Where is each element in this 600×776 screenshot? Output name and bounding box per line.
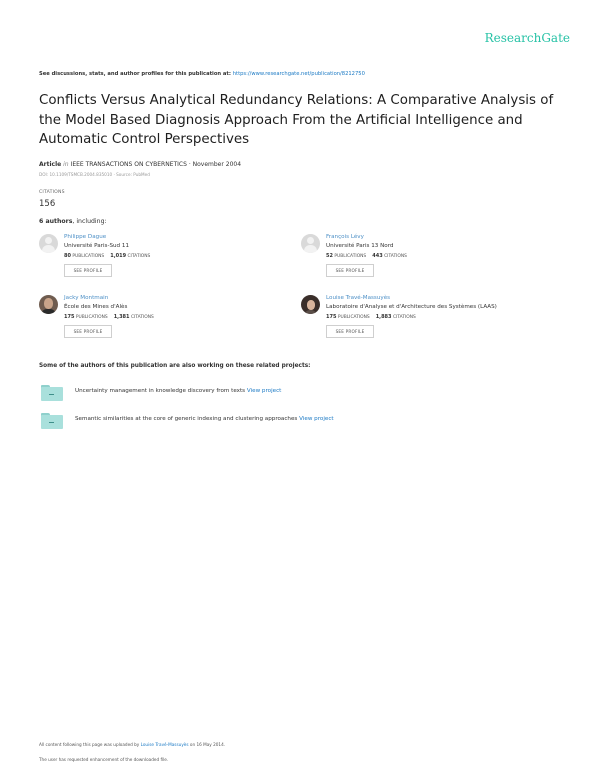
- citations-label: CITATIONS: [130, 315, 154, 320]
- view-project-link[interactable]: View project: [299, 416, 334, 422]
- author-name[interactable]: Jacky Montmain: [64, 295, 109, 301]
- see-profile-button[interactable]: SEE PROFILE: [326, 264, 374, 277]
- article-meta: [39, 161, 241, 168]
- avatar[interactable]: [301, 295, 320, 314]
- in-label: in: [63, 161, 69, 168]
- journal-name[interactable]: IEEE TRANSACTIONS ON CYBERNETICS: [70, 161, 187, 168]
- related-projects-heading: Some of the authors of this publication are also working on these related projects:: [39, 363, 311, 369]
- avatar[interactable]: [39, 295, 58, 314]
- publications-label: PUBLICATIONS: [334, 254, 367, 259]
- citations-count: 443: [372, 253, 383, 259]
- citations-count: 1,381: [113, 314, 130, 320]
- doi-source: DOI: 10.1109/TSMCB.2004.835010 · Source: PubMed: [39, 172, 150, 177]
- upload-suffix: on 16 May 2014.: [188, 742, 226, 747]
- discussions-note: [39, 71, 365, 77]
- author-card: [39, 295, 279, 350]
- author-stats: [64, 253, 150, 259]
- author-affiliation: Laboratoire d'Analyse et d'Architecture des Systèmes (LAAS): [326, 304, 497, 310]
- paper-title: Conflicts Versus Analytical Redundancy Relations: A Comparative Analysis of the Model Based Diagnosis Approach From the Artificial Intelligence and Automatic Control Perspectives: [39, 93, 554, 147]
- author-card: [39, 234, 279, 289]
- upload-note: [39, 742, 225, 747]
- project-title: Semantic similarities at the core of generic indexing and clustering approaches: [75, 416, 298, 422]
- author-stats: [326, 253, 407, 259]
- avatar[interactable]: [301, 234, 320, 253]
- author-affiliation: Université Paris-Sud 11: [64, 243, 130, 249]
- citations-count: 1,883: [375, 314, 392, 320]
- citations-label: CITATIONS: [39, 190, 65, 195]
- author-card: [301, 295, 561, 350]
- uploader-link[interactable]: Louise Travé-Massuyès: [140, 742, 189, 747]
- citations-label: CITATIONS: [384, 254, 407, 259]
- author-name[interactable]: François Lévy: [326, 234, 364, 240]
- researchgate-logo[interactable]: ResearchGate: [484, 31, 570, 45]
- publications-count: 175: [326, 314, 337, 320]
- folder-icon: [41, 385, 63, 401]
- author-stats: [64, 314, 154, 320]
- project-item: [39, 383, 459, 403]
- folder-icon: [41, 413, 63, 429]
- avatar[interactable]: [39, 234, 58, 253]
- author-name[interactable]: Louise Travé-Massuyès: [326, 295, 391, 301]
- author-affiliation: Université Paris 13 Nord: [326, 243, 394, 249]
- enhancement-note: The user has requested enhancement of the downloaded file.: [39, 757, 169, 762]
- citations-label: CITATIONS: [392, 315, 416, 320]
- upload-prefix: All content following this page was uploaded by: [39, 742, 141, 747]
- author-stats: [326, 314, 416, 320]
- view-project-link[interactable]: View project: [246, 388, 282, 394]
- publication-date: · November 2004: [186, 161, 242, 168]
- publications-count: 52: [326, 253, 333, 259]
- publications-count: 175: [64, 314, 75, 320]
- see-profile-button[interactable]: SEE PROFILE: [326, 325, 374, 338]
- project-item: [39, 411, 459, 431]
- citations-count: 1,019: [110, 253, 127, 259]
- publications-label: PUBLICATIONS: [72, 254, 105, 259]
- author-affiliation: École des Mines d'Alès: [64, 304, 128, 310]
- publications-count: 80: [64, 253, 71, 259]
- see-profile-button[interactable]: SEE PROFILE: [64, 325, 112, 338]
- author-name[interactable]: Philippe Dague: [64, 234, 107, 240]
- publications-label: PUBLICATIONS: [75, 315, 108, 320]
- project-text: [75, 388, 281, 394]
- publications-label: PUBLICATIONS: [337, 315, 370, 320]
- authors-suffix: , including:: [72, 218, 107, 225]
- article-type: Article: [39, 161, 62, 168]
- project-text: [75, 416, 334, 422]
- discussions-text: See discussions, stats, and author profiles for this publication at:: [39, 71, 231, 77]
- see-profile-button[interactable]: SEE PROFILE: [64, 264, 112, 277]
- author-card: [301, 234, 541, 289]
- project-title: Uncertainty management in knowledge discovery from texts: [75, 388, 246, 394]
- citations-count: 156: [39, 199, 56, 209]
- authors-count: 6 authors: [39, 218, 73, 225]
- authors-heading: [39, 218, 107, 225]
- citations-label: CITATIONS: [127, 254, 151, 259]
- publication-url-link[interactable]: https://www.researchgate.net/publication/8212750: [232, 71, 365, 77]
